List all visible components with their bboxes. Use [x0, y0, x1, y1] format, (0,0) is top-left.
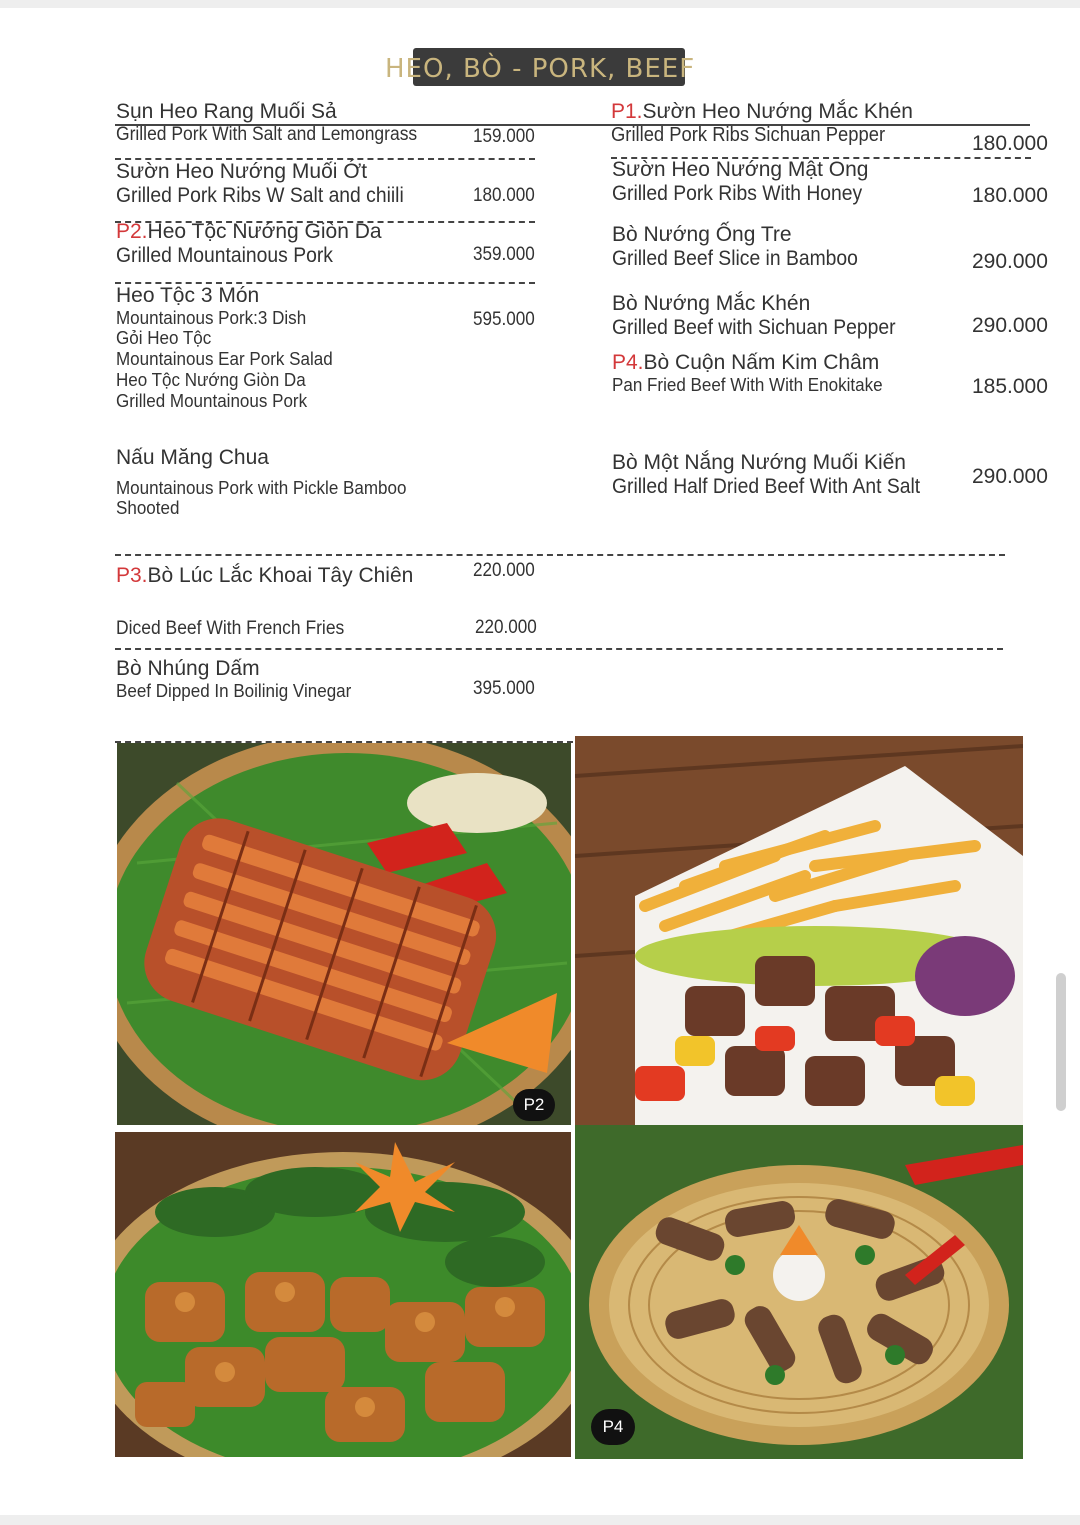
- menu-item: [612, 158, 884, 205]
- item-english: Grilled Pork Ribs With Honey: [612, 181, 863, 205]
- item-english-cont: Shooted: [116, 497, 180, 519]
- item-english: Grilled Mountainous Pork: [116, 243, 333, 267]
- menu-item: [612, 351, 906, 395]
- item-english: Grilled Beef Slice in Bamboo: [612, 246, 858, 270]
- dashed-divider: [115, 648, 1003, 650]
- menu-item: [116, 284, 352, 412]
- item-name: Bò Nhúng Dấm: [116, 657, 260, 680]
- item-name: Nấu Măng Chua: [116, 446, 269, 469]
- item-sub-name: Heo Tộc Nướng Giòn Da: [116, 369, 306, 391]
- item-english: Pan Fried Beef With With Enokitake: [612, 373, 883, 395]
- item-name: Bò Nướng Ống Tre: [612, 223, 792, 246]
- pork-chunks-photo: [115, 1132, 571, 1457]
- item-price: 220.000: [473, 560, 535, 581]
- item-name: Bò Lúc Lắc Khoai Tây Chiên: [147, 564, 414, 587]
- menu-item: [116, 160, 429, 207]
- item-price: 180.000: [972, 132, 1048, 155]
- item-english: Grilled Beef with Sichuan Pepper: [612, 315, 896, 339]
- item-name: Heo Tộc Nướng Giòn Da: [147, 220, 382, 243]
- item-name: Sườn Heo Nướng Mật Ong: [612, 158, 869, 181]
- item-english: Mountainous Pork with Pickle Bamboo: [116, 476, 407, 498]
- menu-item: [612, 451, 947, 498]
- item-sub-name: Gỏi Heo Tộc: [116, 327, 212, 349]
- item-english: Mountainous Pork:3 Dish: [116, 306, 307, 328]
- item-code: P3.: [116, 564, 148, 587]
- item-name: Sườn Heo Nướng Mắc Khén: [642, 100, 913, 123]
- item-price: 220.000: [475, 617, 537, 638]
- beef-fries-photo: [575, 736, 1023, 1125]
- item-english: Beef Dipped In Boilinig Vinegar: [116, 679, 352, 701]
- photo-badge: P4: [591, 1409, 635, 1445]
- dashed-divider: [115, 554, 1005, 556]
- item-name: Sườn Heo Nướng Muối Ớt: [116, 160, 368, 183]
- item-price: 180.000: [473, 185, 535, 206]
- menu-item: [116, 564, 413, 588]
- item-price: 159.000: [473, 126, 535, 147]
- item-name: Bò Cuộn Nấm Kim Châm: [643, 351, 880, 374]
- item-name: Heo Tộc 3 Món: [116, 284, 260, 307]
- item-name: Bò Một Nắng Nướng Muối Kiến: [612, 451, 906, 474]
- section-title: HEO, BÒ - PORK, BEEF: [385, 54, 696, 84]
- item-english: Grilled Pork Ribs W Salt and chiili: [116, 183, 404, 207]
- menu-item: [612, 292, 920, 339]
- item-code: P4.: [612, 351, 644, 374]
- menu-item: [612, 223, 879, 270]
- menu-item: [116, 618, 364, 639]
- item-name: Sụn Heo Rang Muối Sả: [116, 100, 337, 123]
- item-sub-english: Grilled Mountainous Pork: [116, 390, 308, 412]
- item-english: Diced Beef With French Fries: [116, 618, 345, 639]
- beef-enoki-rolls-photo: [575, 1125, 1023, 1459]
- item-price: 290.000: [972, 250, 1048, 273]
- item-price: 359.000: [473, 244, 535, 265]
- item-price: 180.000: [972, 184, 1048, 207]
- menu-item: [116, 220, 382, 267]
- section-header: [0, 48, 1080, 88]
- menu-item: [116, 100, 443, 145]
- photo-badge: P2: [513, 1089, 555, 1121]
- grilled-pork-photo: [117, 743, 571, 1125]
- item-name: Bò Nướng Mắc Khén: [612, 292, 811, 315]
- item-price: 290.000: [972, 465, 1048, 488]
- scrollbar[interactable]: [1056, 973, 1066, 1111]
- item-price: 395.000: [473, 678, 535, 699]
- menu-item: [116, 446, 432, 519]
- item-code: P1.: [611, 100, 643, 123]
- menu-item: [611, 100, 913, 146]
- item-sub-english: Mountainous Ear Pork Salad: [116, 348, 333, 370]
- menu-page: [0, 8, 1080, 1515]
- item-english: Grilled Half Dried Beef With Ant Salt: [612, 474, 921, 498]
- item-english: Grilled Pork Ribs Sichuan Pepper: [611, 123, 886, 146]
- item-code: P2.: [116, 220, 148, 243]
- item-price: 290.000: [972, 314, 1048, 337]
- item-price: 595.000: [473, 309, 535, 330]
- item-english: Grilled Pork With Salt and Lemongrass: [116, 123, 418, 145]
- menu-item: [116, 657, 372, 701]
- item-price: 185.000: [972, 375, 1048, 398]
